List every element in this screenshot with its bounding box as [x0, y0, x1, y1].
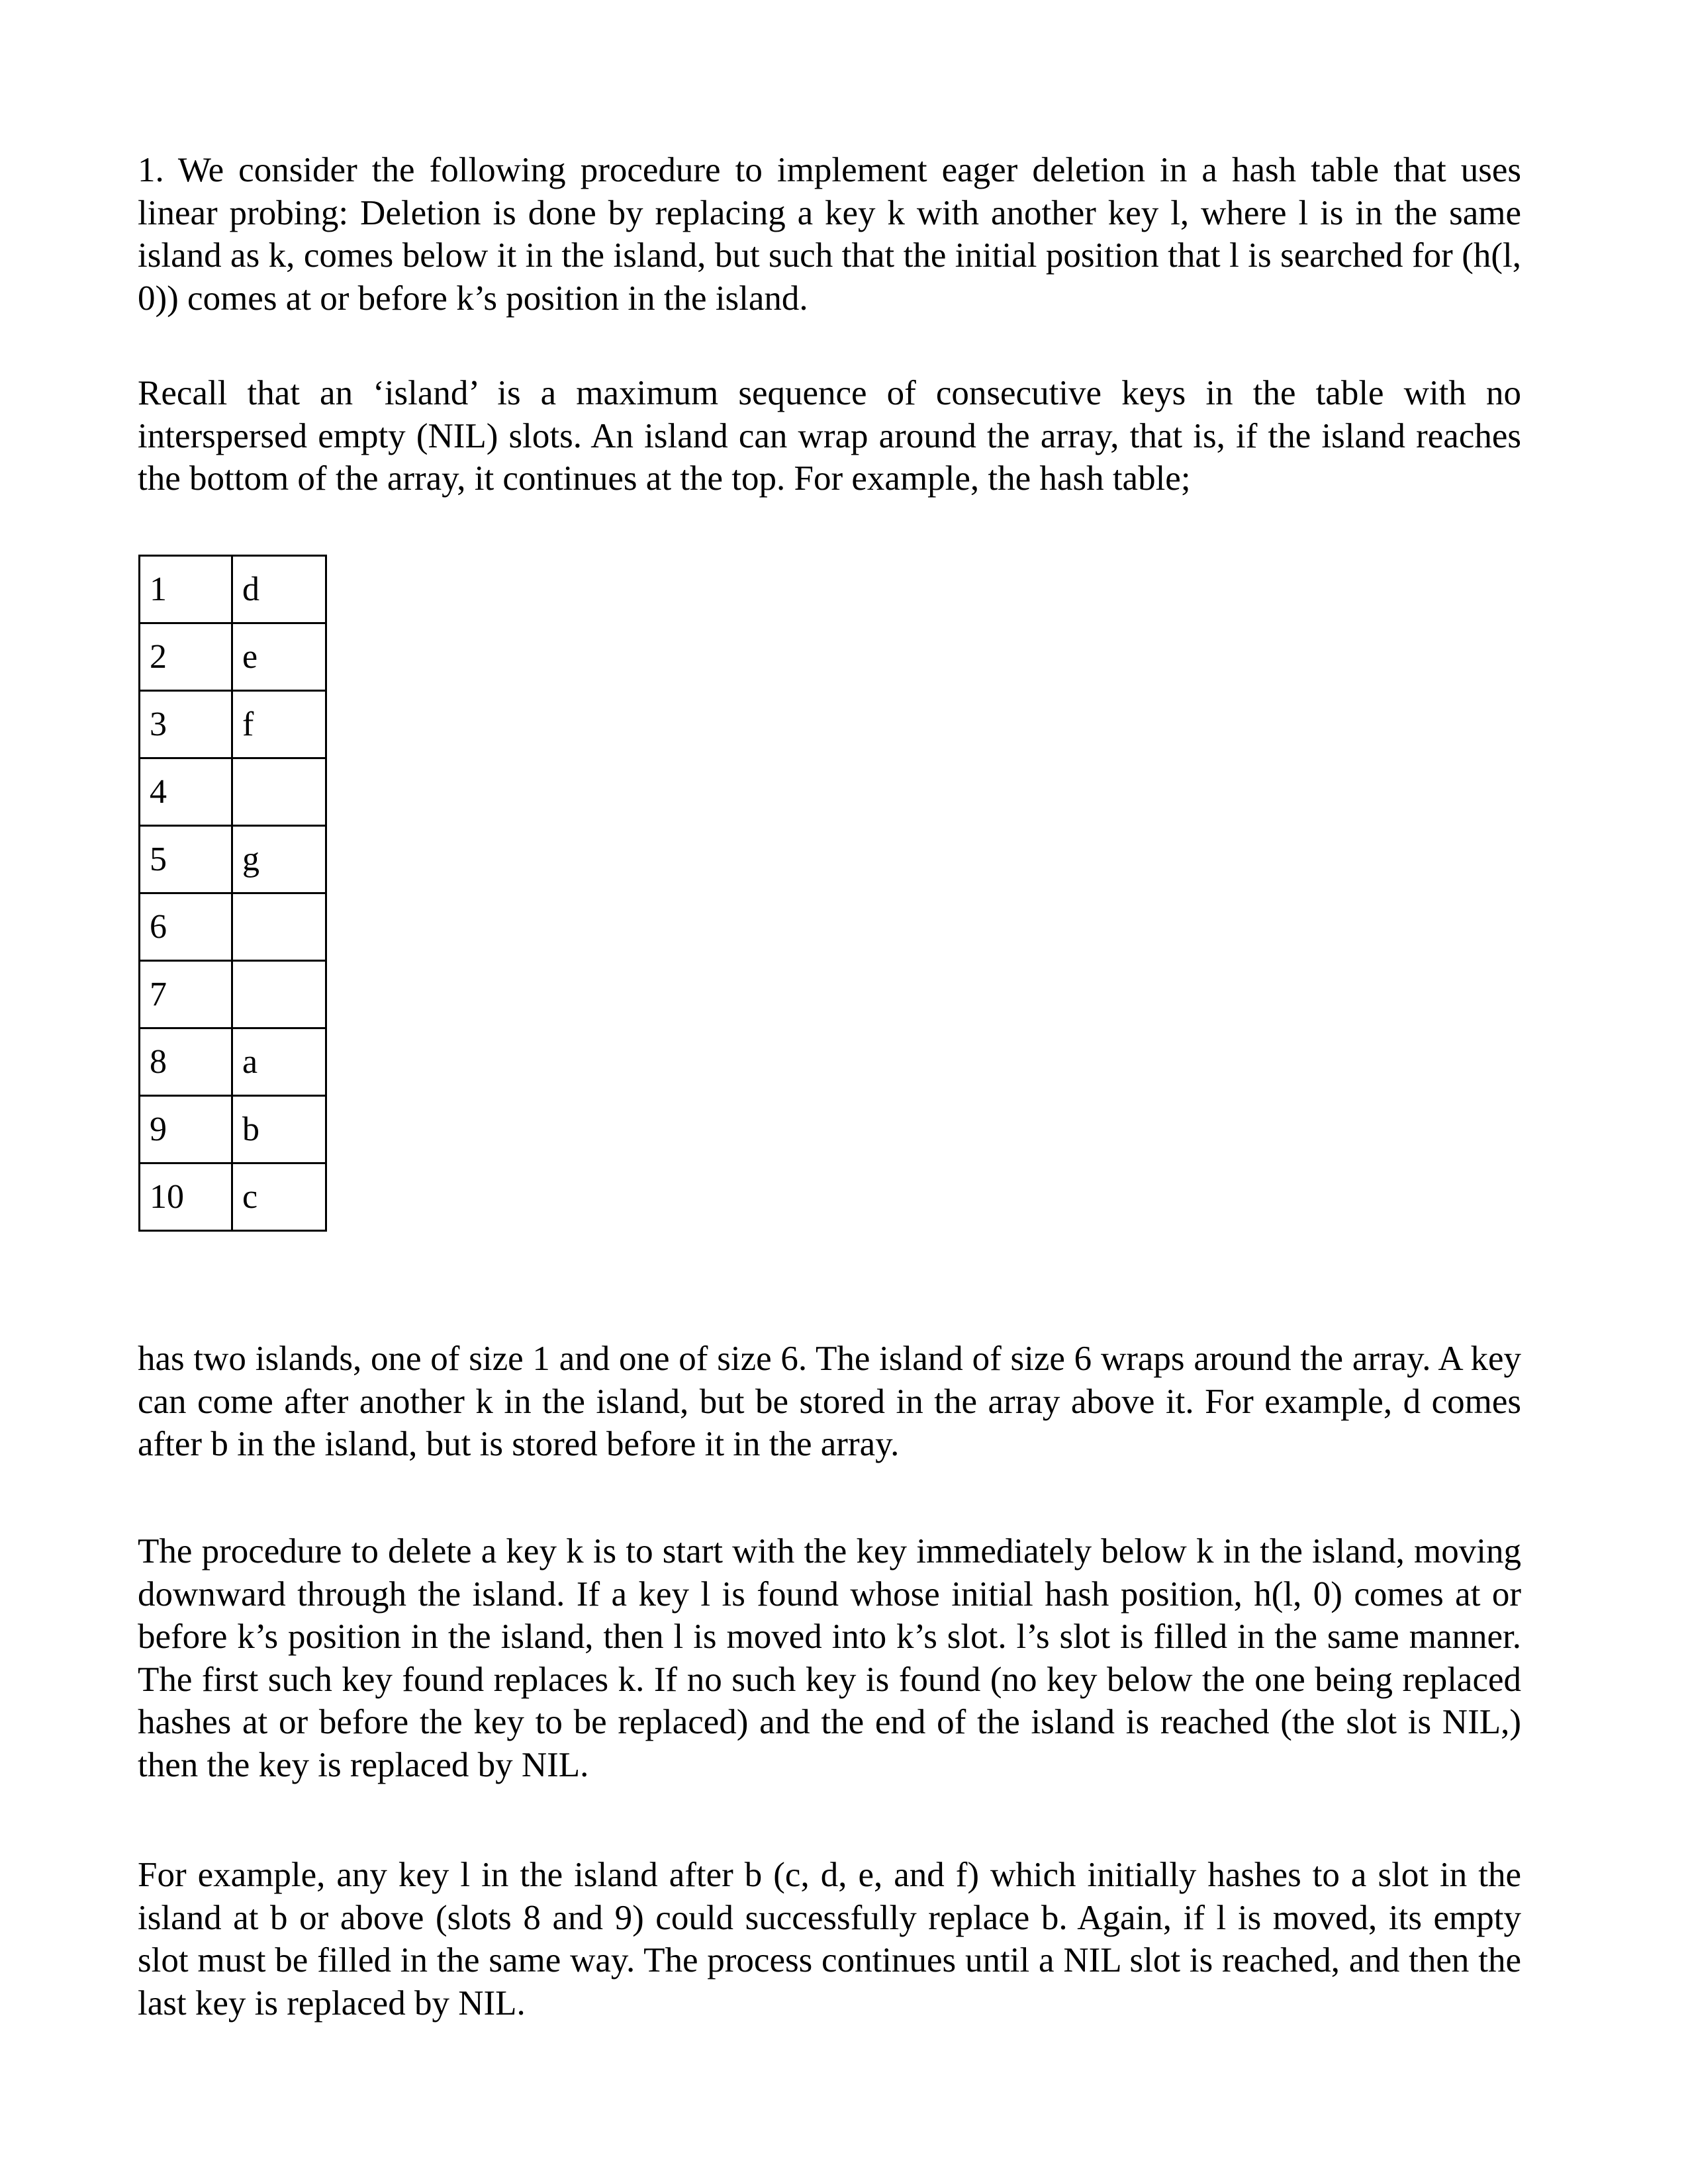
slot-key [232, 758, 326, 826]
slot-index: 5 [140, 826, 232, 893]
slot-key: g [232, 826, 326, 893]
slot-index: 6 [140, 893, 232, 961]
slot-index: 1 [140, 556, 232, 623]
slot-index: 4 [140, 758, 232, 826]
slot-index: 2 [140, 623, 232, 691]
slot-key: d [232, 556, 326, 623]
slot-key: c [232, 1163, 326, 1231]
islands-explanation-paragraph: has two islands, one of size 1 and one of size 6. The island of size 6 wraps around the array. A key can come after another k in the island, but be stored in the array above it. For example, d comes after b in the island, but is stored before it in the array. [138, 1340, 1521, 1463]
deletion-example-paragraph: For example, any key l in the island after b (c, d, e, and f) which initially hashes to a slot in the island at b or above (slots 8 and 9) could successfully replace b. Again, if l is moved, its empty slot must be filled in the same way. The process continues until a NIL slot is reached, and then the last key is replaced by NIL. [138, 1856, 1521, 2023]
deletion-procedure-paragraph: The procedure to delete a key k is to start with the key immediately below k in the island, moving downward through the island. If a key l is found whose initial hash position, h(l, 0) comes at or before k’s position in the island, then l is moved into k’s slot. l’s slot is filled in the same manner. The first such key found replaces k. If no such key is found (no key below the one being replaced hashes at or before the key to be replaced) and the end of the island is reached (the slot is NIL,) then the key is replaced by NIL. [138, 1532, 1521, 1784]
slot-key [232, 961, 326, 1028]
table-row [140, 893, 326, 961]
slot-key: e [232, 623, 326, 691]
table-row [140, 691, 326, 758]
slot-key: b [232, 1096, 326, 1163]
problem-statement-paragraph: 1. We consider the following procedure to implement eager deletion in a hash table that uses linear probing: Deletion is done by replacing a key k with another key l, where l is in the same island as k, comes below it in the island, but such that the initial position that l is searched for (h(l, 0)) comes at or before k’s position in the island. [138, 151, 1521, 318]
table-row [140, 623, 326, 691]
table-row [140, 758, 326, 826]
slot-index: 10 [140, 1163, 232, 1231]
slot-key [232, 893, 326, 961]
slot-key: a [232, 1028, 326, 1096]
hash-table [138, 555, 327, 1232]
slot-index: 8 [140, 1028, 232, 1096]
table-row [140, 1096, 326, 1163]
table-row [140, 1163, 326, 1231]
slot-index: 3 [140, 691, 232, 758]
table-row [140, 556, 326, 623]
table-row [140, 961, 326, 1028]
slot-index: 7 [140, 961, 232, 1028]
slot-index: 9 [140, 1096, 232, 1163]
table-row [140, 1028, 326, 1096]
slot-key: f [232, 691, 326, 758]
island-definition-paragraph: Recall that an ‘island’ is a maximum sequence of consecutive keys in the table with no interspersed empty (NIL) slots. An island can wrap around the array, that is, if the island reaches the bottom of the array, it continues at the top. For example, the hash table; [138, 374, 1521, 498]
table-row [140, 826, 326, 893]
